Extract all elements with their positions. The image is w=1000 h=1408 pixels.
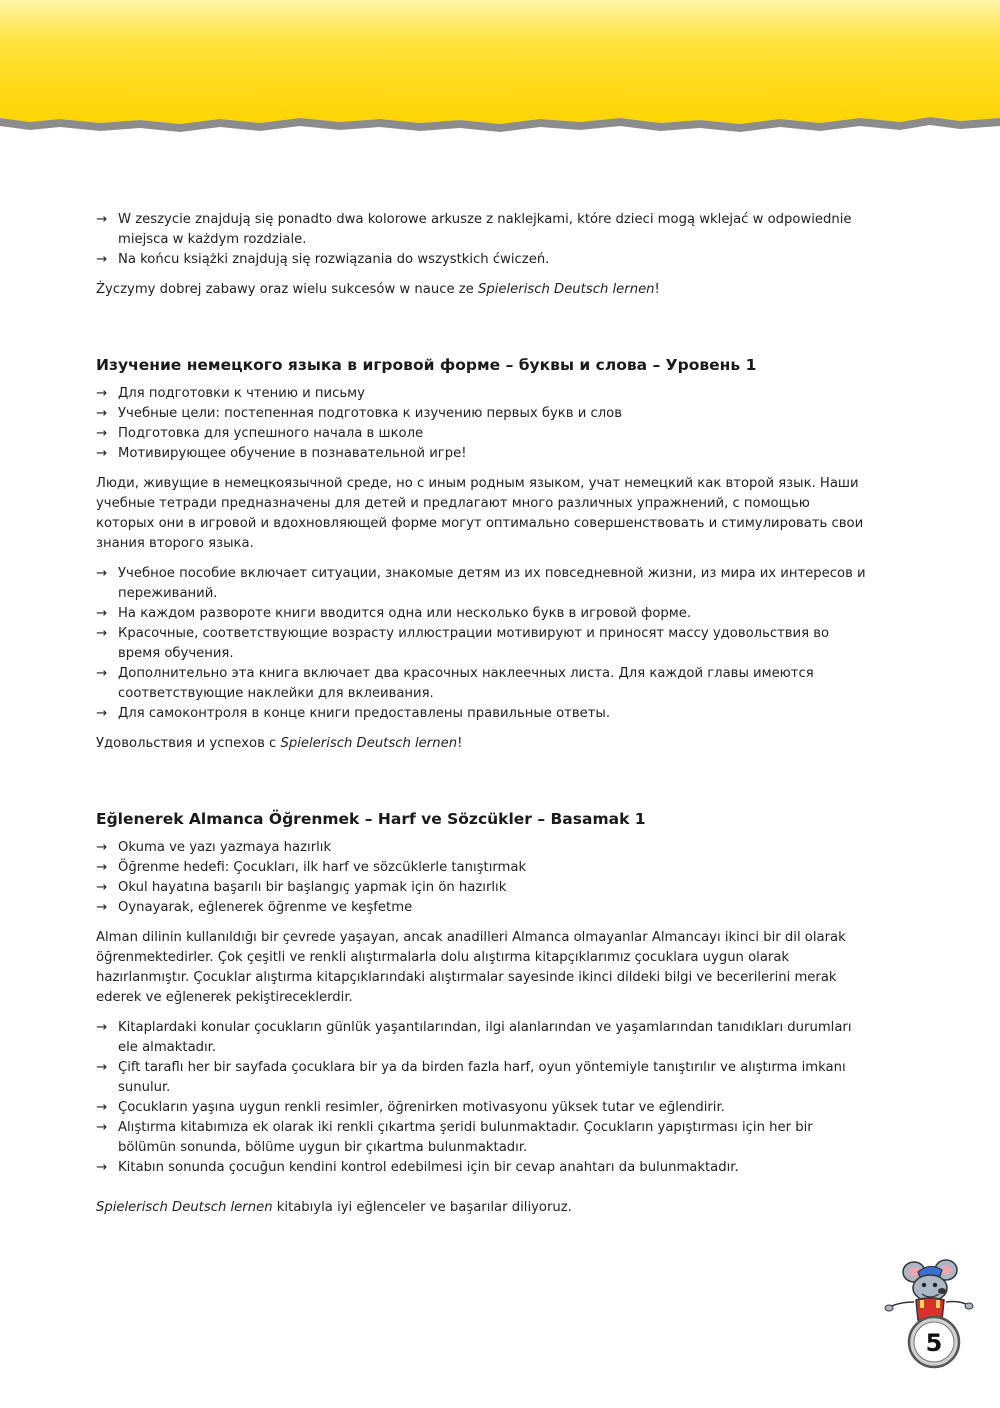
turkish-section-title: Eğlenerek Almanca Öğrenmek – Harf ve Sözcükler – Basamak 1 [96,810,646,828]
list-item: → Oynayarak, eğlenerek öğrenme ve keşfetme [96,898,866,918]
russian-goals-list [96,384,866,464]
list-item: → Для самоконтроля в конце книги предоставлены правильные ответы. [96,704,866,724]
arrow-icon: → [96,880,108,895]
arrow-icon: → [96,212,108,227]
arrow-icon: → [96,860,108,875]
arrow-icon: → [96,446,108,461]
page-content [96,210,866,1218]
list-item: → Çocukların yaşına uygun renkli resimler, öğrenirken motivasyonu yüksek tutar ve eğlendirir. [96,1098,866,1118]
russian-paragraph: Люди, живущие в немецкоязычной среде, но с иным родным языком, учат немецкий как второй язык. Наши учебные тетради предназначены для детей и предлагают много различных упражнений, с помощью которых они в игровой и вдохновляющей форме могут оптимально совершенствовать и стимулировать свои знания второго языка. [96,476,864,551]
list-item: → Okul hayatına başarılı bir başlangıç yapmak için ön hazırlık [96,878,866,898]
arrow-icon: → [96,1020,108,1035]
turkish-paragraph: Alman dilinin kullanıldığı bir çevrede yaşayan, ancak anadilleri Almanca olmayanlar Almancayı ikinci bir dil olarak öğrenmektedirler. Çok çeşitli ve renkli alıştırmalarla dolu alıştırma kitapçıklarımız çocuklara uygun olarak hazırlanmıştır. Çocuklar alıştırma kitapçıklarındaki alıştırmalar sayesinde ikinci dildeki bilgi ve becerilerini merak ederek ve eğlenerek pekiştireceklerdir. [96,930,846,1005]
list-item: → Alıştırma kitabımıza ek olarak iki renkli çıkartma şeridi bulunmaktadır. Çocukların yapıştırması için her bir bölümün sonunda, bölüme uygun bir çıkartma bulunmaktadır. [96,1120,813,1155]
arrow-icon: → [96,386,108,401]
turkish-goals-list [96,838,866,918]
list-item: → Öğrenme hedefi: Çocukları, ilk harf ve sözcüklerle tanıştırmak [96,858,866,878]
arrow-icon: → [96,1100,108,1115]
arrow-icon: → [96,706,108,721]
russian-closing: Удовольствия и успехов с Spielerisch Deutsch lernen! [96,736,463,751]
arrow-icon: → [96,840,108,855]
mascot-page-number [884,1258,974,1378]
arrow-icon: → [96,1120,108,1135]
polish-list [96,210,866,270]
polish-closing: Życzymy dobrej zabawy oraz wielu sukcesów w nauce ze Spielerisch Deutsch lernen! [96,282,660,297]
list-item: → Na końcu książki znajdują się rozwiązania do wszystkich ćwiczeń. [96,250,866,270]
page-number: 5 [925,1329,943,1357]
list-item: → Kitaplardaki konular çocukların günlük yaşantılarından, ilgi alanlarından ve yaşamlarından tanıdıkları durumları ele almaktadır. [96,1020,852,1055]
arrow-icon: → [96,1060,108,1075]
russian-features-list [96,564,866,724]
list-item: → Для подготовки к чтению и письму [96,384,866,404]
arrow-icon: → [96,406,108,421]
turkish-closing: Spielerisch Deutsch lernen kitabıyla iyi eğlenceler ve başarılar diliyoruz. [96,1200,572,1215]
arrow-icon: → [96,1160,108,1175]
list-item: → Учебное пособие включает ситуации, знакомые детям из их повседневной жизни, из мира их интересов и переживаний. [96,566,866,601]
list-item: → На каждом развороте книги вводится одна или несколько букв в игровой форме. [96,604,866,624]
list-item: → Подготовка для успешного начала в школе [96,424,866,444]
list-item: → Мотивирующее обучение в познавательной игре! [96,444,866,464]
arrow-icon: → [96,606,108,621]
arrow-icon: → [96,626,108,641]
arrow-icon: → [96,666,108,681]
list-item: → Çift taraflı her bir sayfada çocuklara bir ya da birden fazla harf, oyun yöntemiyle tanıştırılır ve alıştırma imkanı sunulur. [96,1060,846,1095]
header-band [0,0,1000,140]
list-item: → Красочные, соответствующие возрасту иллюстрации мотивируют и приносят массу удовольствия во время обучения. [96,626,830,661]
russian-section-title: Изучение немецкого языка в игровой форме – буквы и слова – Уровень 1 [96,356,757,374]
arrow-icon: → [96,566,108,581]
arrow-icon: → [96,252,108,267]
list-item: → W zeszycie znajdują się ponadto dwa kolorowe arkusze z naklejkami, które dzieci mogą wklejać w odpowiednie miejsca w każdym rozdziale. [96,212,852,247]
list-item: → Kitabın sonunda çocuğun kendini kontrol edebilmesi için bir cevap anahtarı da bulunmaktadır. [96,1158,866,1178]
list-item: → Дополнительно эта книга включает два красочных наклеечных листа. Для каждой главы имеются соответствующие наклейки для вклеивания. [96,666,814,701]
list-item: → Учебные цели: постепенная подготовка к изучению первых букв и слов [96,404,866,424]
arrow-icon: → [96,900,108,915]
list-item: → Okuma ve yazı yazmaya hazırlık [96,838,866,858]
turkish-features-list [96,1018,866,1178]
arrow-icon: → [96,426,108,441]
